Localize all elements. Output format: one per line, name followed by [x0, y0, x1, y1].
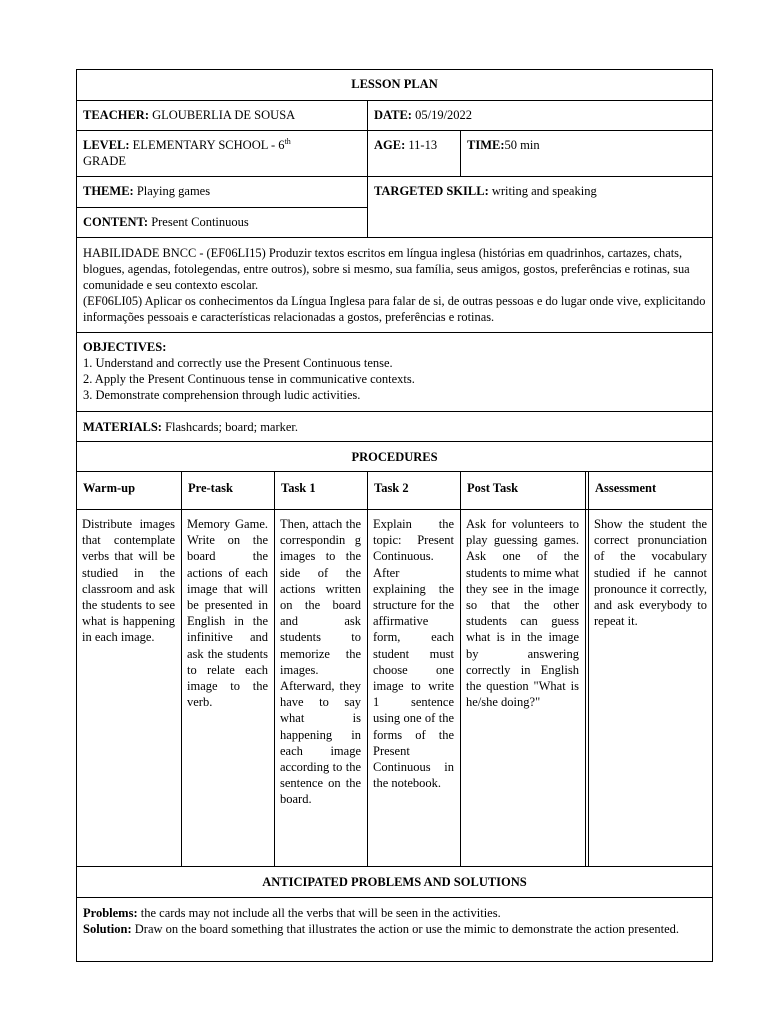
procedure-text-task-2: Explain the topic: Present Continuous. After explaining the structure for the affirmative form, each student must choose one image to write 1 sentence using one of the forms of the Present Continuous in the notebook.: [373, 517, 454, 791]
targeted-skill-field: [367, 183, 713, 199]
problems-value: the cards may not include all the verbs that will be seen in the activities.: [140, 906, 501, 920]
time-value: 50 min: [504, 138, 540, 152]
procedure-text-warm-up: Distribute images that contemplate verbs that will be studied in the classroom and ask the students to see what is happening in each image.: [82, 517, 175, 645]
bncc-line-2: (EF06LI05) Aplicar os conhecimentos da Língua Inglesa para falar de si, de outras pessoas e do lugar onde vive, explicitando informações pessoais e características relacionadas a gostos, preferências e rotinas.: [83, 294, 706, 324]
time-label: TIME:: [467, 138, 505, 152]
divider: [76, 100, 713, 101]
divider: [76, 130, 713, 131]
procedure-header-post-task: Post Task: [467, 481, 519, 495]
objective-item: 2. Apply the Present Continuous tense in communicative contexts.: [83, 372, 415, 386]
divider: [585, 471, 586, 866]
content-field: [76, 214, 367, 230]
teacher-field: [76, 107, 367, 123]
procedure-header-assessment: Assessment: [595, 481, 657, 495]
theme-field: [76, 183, 367, 199]
age-label: AGE:: [374, 138, 406, 152]
problems-label: Problems:: [83, 906, 138, 920]
procedures-title: PROCEDURES: [351, 450, 438, 464]
theme-value: Playing games: [136, 184, 211, 198]
divider: [76, 332, 713, 333]
procedure-text-post-task: Ask for volunteers to play guessing games. Ask one of the students to mime what they see in the image so that the other students can guess what is in the image by answering correctly in English the question "What is he/she doing?": [466, 517, 579, 710]
solution-label: Solution:: [83, 922, 132, 936]
procedure-text-pre-task: Memory Game. Write on the board the actions of each image that will be presented in English in the infinitive and ask the students to relate each image to the verb.: [187, 517, 268, 710]
targeted-skill-label: TARGETED SKILL:: [374, 184, 489, 198]
divider: [76, 411, 713, 412]
procedure-header-warm-up: Warm-up: [83, 481, 136, 495]
materials-value: Flashcards; board; marker.: [165, 420, 299, 434]
content-value: Present Continuous: [151, 215, 249, 229]
divider: [76, 207, 367, 208]
teacher-value: GLOUBERLIA DE SOUSA: [152, 108, 296, 122]
age-field: [367, 137, 460, 153]
bncc-skills: [76, 245, 713, 325]
level-value: ELEMENTARY SCHOOL - 6: [132, 138, 285, 152]
content-label: CONTENT:: [83, 215, 149, 229]
divider: [76, 866, 713, 867]
date-label: DATE:: [374, 108, 412, 122]
level-label: LEVEL:: [83, 138, 130, 152]
age-value: 11-13: [408, 138, 438, 152]
targeted-skill-value: writing and speaking: [491, 184, 597, 198]
objectives-label: OBJECTIVES:: [83, 340, 167, 354]
anticipated-title: ANTICIPATED PROBLEMS AND SOLUTIONS: [262, 875, 527, 889]
divider: [76, 897, 713, 898]
date-value: 05/19/2022: [415, 108, 473, 122]
solution-row: [83, 921, 706, 937]
materials-field: [76, 419, 713, 435]
date-field: [367, 107, 713, 123]
bncc-line-1: HABILIDADE BNCC - (EF06LI15) Produzir textos escritos em língua inglesa (histórias em quadrinhos, cartazes, chats, blogues, agendas, fotolegendas, entre outros), sobre si mesmo, sua família, seus amigos, gostos, preferências e rotinas, sua comunidade e seu contexto escolar.: [83, 246, 690, 292]
materials-label: MATERIALS:: [83, 420, 162, 434]
procedure-header-pre-task: Pre-task: [188, 481, 233, 495]
teacher-label: TEACHER:: [83, 108, 149, 122]
level-value-grade: GRADE: [83, 154, 127, 168]
procedure-text-task-1: Then, attach the correspondin g images to the side of the actions written on the board and ask students to memorize the images. Afterward, they have to say what is happening in each image according to the sentence on the board.: [280, 517, 361, 807]
procedure-header-task-1: Task 1: [281, 481, 316, 495]
level-field: [76, 137, 367, 169]
page-title: LESSON PLAN: [351, 77, 438, 91]
problems-row: [83, 905, 706, 921]
divider: [76, 176, 713, 177]
procedure-text-assessment: Show the student the correct pronunciation of the vocabulary studied if he cannot pronounce it correctly, and ask everybody to repeat it.: [594, 517, 707, 629]
objective-item: 1. Understand and correctly use the Present Continuous tense.: [83, 356, 393, 370]
time-field: [460, 137, 713, 153]
divider: [76, 237, 713, 238]
objectives-section: [76, 339, 713, 403]
divider: [76, 441, 713, 442]
divider: [76, 509, 713, 510]
objective-item: 3. Demonstrate comprehension through ludic activities.: [83, 388, 361, 402]
divider: [76, 471, 713, 472]
problems-solutions: [76, 905, 713, 937]
solution-value: Draw on the board something that illustrates the action or use the mimic to demonstrate the action presented.: [134, 922, 680, 936]
theme-label: THEME:: [83, 184, 134, 198]
procedure-header-task-2: Task 2: [374, 481, 409, 495]
level-suffix: th: [284, 136, 291, 146]
